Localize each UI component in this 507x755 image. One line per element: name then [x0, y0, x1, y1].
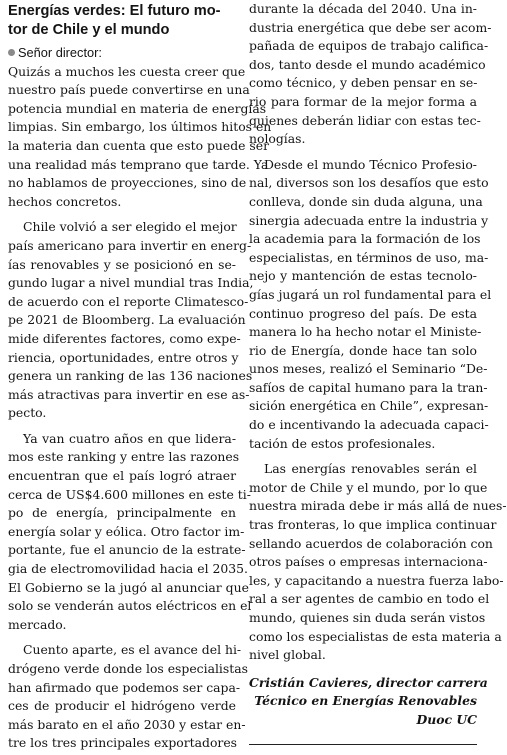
- text-line: nuestra mirada debe ir más allá de nues-: [249, 498, 507, 514]
- text-line: mundo, quienes sin duda serán vistos: [249, 610, 486, 625]
- text-line: nivel global.: [249, 647, 326, 663]
- text-line: gundo lugar a nivel mundial tras India,: [8, 275, 254, 291]
- text-line: Quizás a muchos les cuesta creer que: [8, 63, 246, 79]
- text-line: como técnico, y deben pensar en se-: [249, 75, 478, 91]
- text-line: una realidad más temprano que tarde. Ya: [8, 156, 269, 172]
- text-line: nejo y mantención de estas tecnolo-: [249, 268, 477, 284]
- text-line: especialistas, en términos de uso, ma-: [249, 249, 489, 265]
- text-line: riencia, oportunidades, entre otros y: [8, 349, 239, 365]
- text-line: Las energías renovables serán el: [264, 461, 477, 477]
- text-line: solo se venderán autos eléctricos en el: [8, 598, 252, 614]
- text-line: do e incentivando la adecuada capaci-: [249, 417, 489, 433]
- text-line: limpias. Sin embargo, los últimos hitos en: [8, 119, 272, 135]
- text-line: dos, tanto desde el mundo académico: [249, 56, 486, 72]
- text-line: tras fronteras, lo que implica continuar: [249, 517, 497, 533]
- signature-line: Duoc UC: [416, 711, 477, 727]
- text-line: más barato en el año 2030 y estar en-: [8, 716, 246, 732]
- bullet-icon: [8, 49, 15, 56]
- left-body: [8, 63, 272, 753]
- text-line: mos este ranking y entre las razones: [8, 449, 240, 465]
- text-line: ías renovables y se posicionó en se-: [8, 256, 236, 272]
- text-line: gia de electromovilidad hacia el 2035.: [8, 561, 248, 577]
- text-line: pe 2021 de Bloomberg. La evaluación: [8, 312, 246, 328]
- text-line: sinergia adecuada entre la industria y: [249, 212, 489, 228]
- salutation: [8, 44, 236, 63]
- text-line: rio para formar de la mejor forma a: [249, 93, 477, 109]
- text-line: nuestro país puede convertirse en una: [8, 82, 250, 98]
- text-line: país americano para invertir en energ-: [8, 237, 252, 253]
- headline-line: Energías verdes: El futuro mo-: [8, 3, 221, 19]
- text-line: unos meses, realizó el Seminario “De-: [249, 361, 488, 377]
- text-line: cerca de US$4.600 millones en este ti-: [8, 486, 251, 502]
- text-line: sición energética en Chile”, expresan-: [249, 398, 489, 414]
- text-line: pecto.: [8, 405, 47, 421]
- text-line: portante, fue el anuncio de la estrate-: [8, 542, 246, 558]
- text-line: mercado.: [8, 616, 67, 632]
- text-line: potencia mundial en materia de energías: [8, 100, 267, 116]
- text-line: sellando acuerdos de colaboración con: [249, 535, 493, 551]
- text-line: más atractivas para invertir en ese as-: [8, 386, 250, 402]
- text-line: nologías.: [249, 131, 306, 147]
- right-body: [249, 0, 507, 665]
- text-line: continuo progreso del país. De esta: [249, 305, 477, 321]
- text-line: ral a ser agentes de cambio en todo el: [249, 591, 490, 607]
- text-line: otros países o empresas internaciona-: [249, 554, 488, 570]
- text-line: po de energía, principalmente en: [8, 505, 236, 521]
- text-line: han afirmado que podemos ser capa-: [8, 679, 241, 695]
- right-column: [249, 0, 507, 730]
- text-line: Ya van cuatro años en que lidera-: [23, 430, 236, 446]
- text-line: Desde el mundo Técnico Profesio-: [264, 156, 477, 172]
- text-line: como los especialistas de esta materia a: [249, 628, 502, 644]
- text-line: la materia dan cuenta que esto puede ser: [8, 137, 270, 153]
- text-line: pañada de equipos de trabajo califica-: [249, 38, 489, 54]
- left-column: [8, 0, 272, 753]
- text-line: rio de Energía, donde hace tan solo: [249, 342, 477, 358]
- text-line: motor de Chile y el mundo, por lo que: [249, 479, 488, 495]
- headline-line: tor de Chile y el mundo: [8, 22, 170, 38]
- text-line: les, y capacitando a nuestra fuerza labo-: [249, 572, 504, 588]
- text-line: encuentran que el país logró atraer: [8, 468, 236, 484]
- text-line: no hablamos de proyecciones, sino de: [8, 175, 247, 191]
- text-line: durante la década del 2040. Una in-: [249, 1, 477, 16]
- text-line: Cuento aparte, es el avance del hi-: [23, 642, 242, 658]
- salutation-text: Señor director:: [18, 45, 102, 60]
- text-line: safíos de capital humano para la tran-: [249, 379, 488, 395]
- text-line: manera lo ha hecho notar el Ministe-: [249, 324, 482, 340]
- text-line: quienes deberán lidiar con estas tec-: [249, 112, 481, 128]
- text-line: Chile volvió a ser elegido el mejor: [23, 219, 237, 235]
- text-line: tación de estos profesionales.: [249, 435, 436, 451]
- text-line: hechos concretos.: [8, 193, 122, 209]
- text-line: nal, diversos son los desafíos que esto: [249, 175, 489, 191]
- text-line: dustria energética que debe ser acom-: [249, 19, 492, 35]
- signature-line: Técnico en Energías Renovables: [254, 693, 477, 709]
- text-line: El Gobierno se la jugó al anunciar que: [8, 579, 249, 595]
- text-line: energía solar y eólica. Otro factor im-: [8, 523, 245, 539]
- text-line: la academia para la formación de los: [249, 231, 481, 247]
- bottom-rule: [249, 744, 477, 745]
- text-line: tre los tres principales exportadores: [8, 735, 238, 751]
- text-line: drógeno verde donde los especialistas: [8, 661, 248, 676]
- signature-line: Cristián Cavieres, director carrera: [249, 674, 488, 690]
- text-line: genera un ranking de las 136 naciones: [8, 368, 253, 384]
- text-line: conlleva, donde sin duda alguna, una: [249, 193, 483, 209]
- text-line: mide diferentes factores, como expe-: [8, 330, 241, 346]
- text-line: gías jugará un rol fundamental para el: [249, 286, 492, 302]
- text-line: de acuerdo con el reporte Climatesco-: [8, 293, 249, 309]
- text-line: ces de producir el hidrógeno verde: [8, 698, 236, 714]
